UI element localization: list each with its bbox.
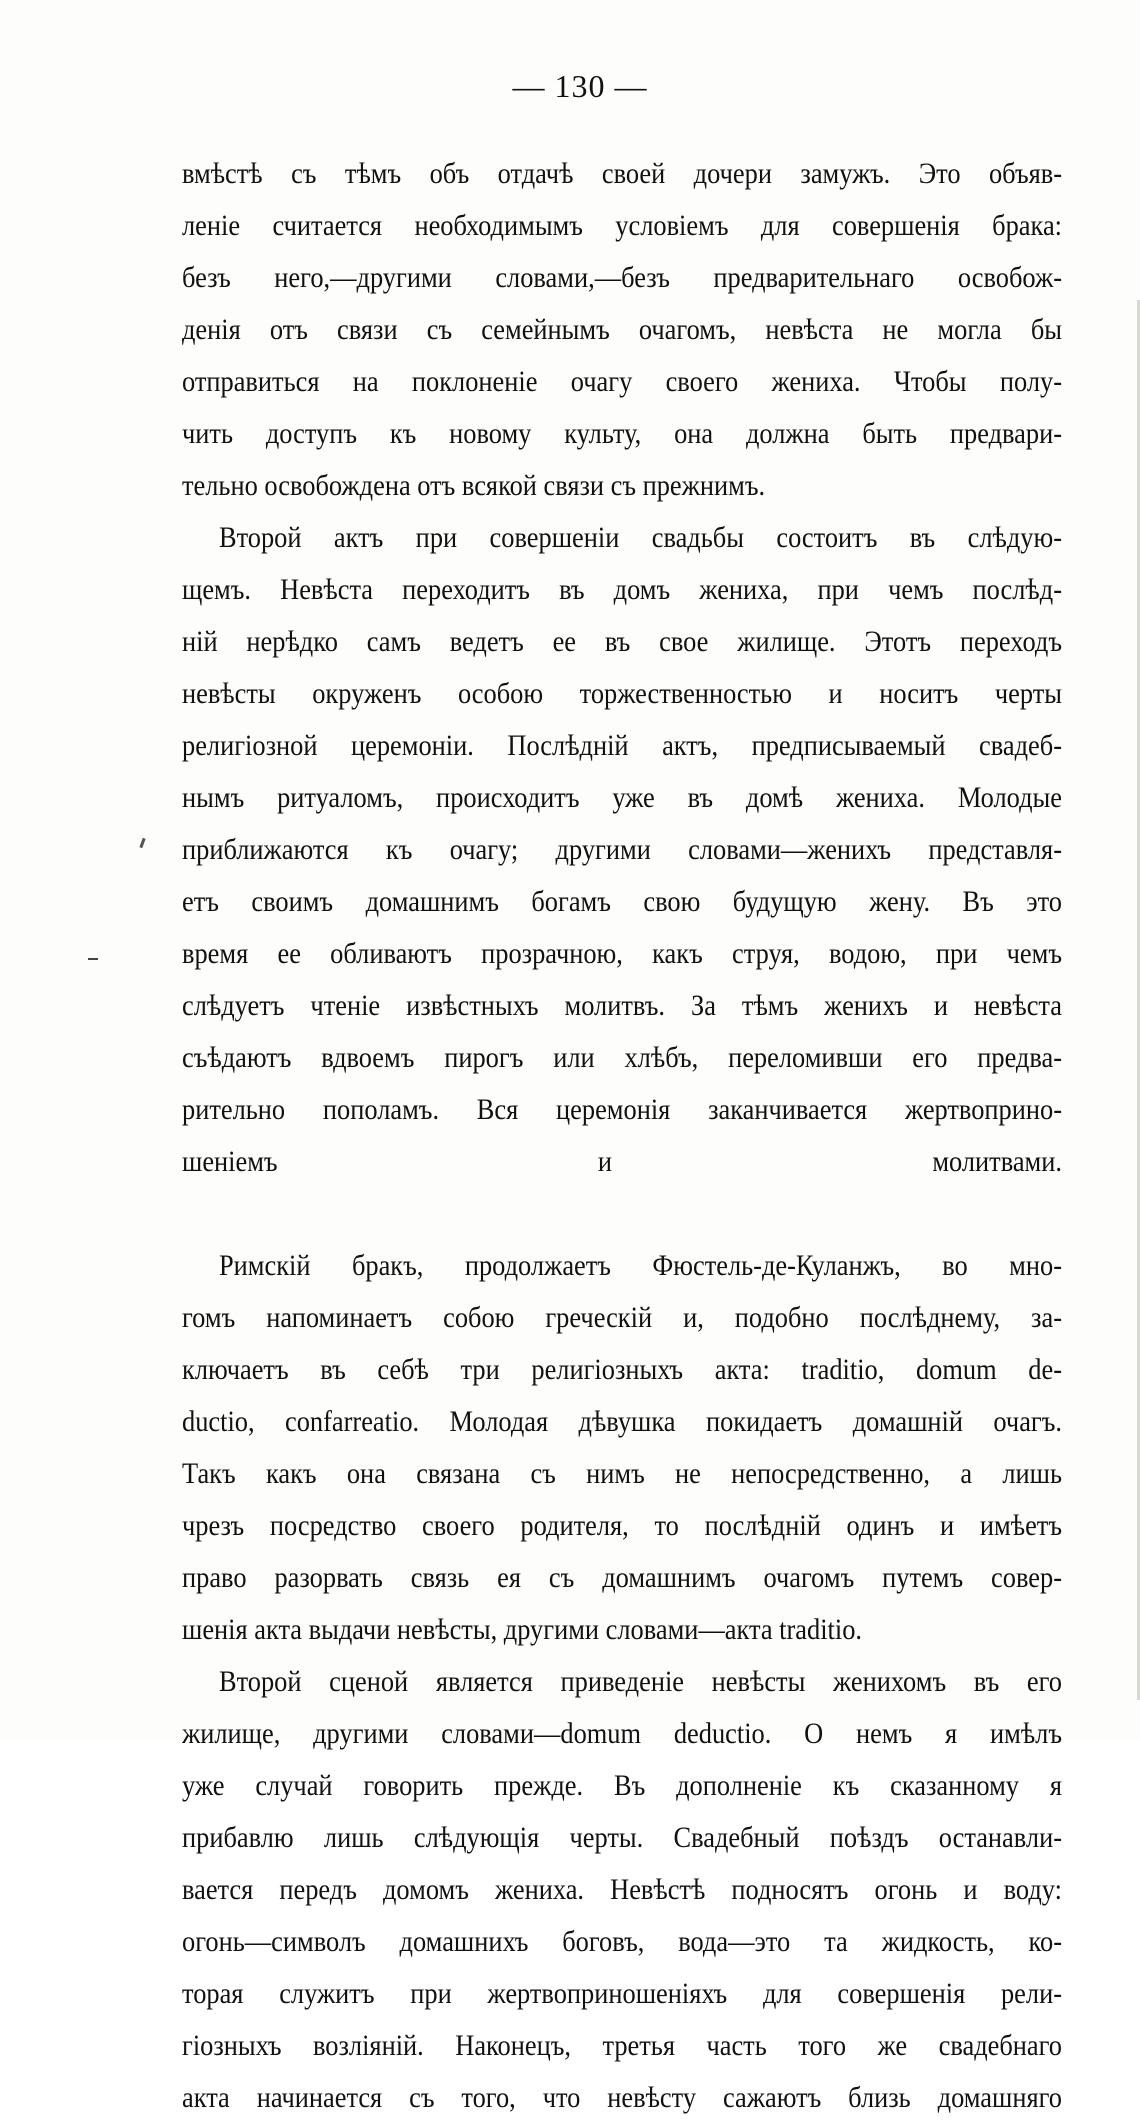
text-line: слѣдуетъ чтеніе извѣстныхъ молитвъ. За тѣмъ женихъ и невѣста (182, 989, 1062, 1022)
text-line: невѣсты окруженъ особою торжественностью и носитъ черты (182, 677, 1062, 710)
paragraph-1 (182, 148, 1062, 512)
text-line: религіозной церемоніи. Послѣдній актъ, предписываемый свадеб- (182, 729, 1062, 762)
text-line: Римскій бракъ, продолжаетъ Фюстель-де-Куланжъ, во мно- (218, 1249, 1062, 1282)
text-line: нымъ ритуаломъ, происходитъ уже въ домѣ жениха. Молодые (182, 781, 1062, 814)
text-line: леніе считается необходимымъ условіемъ для совершенія брака: (182, 209, 1062, 242)
text-line: съѣдаютъ вдвоемъ пирогъ или хлѣбъ, переломивши его предва- (182, 1041, 1062, 1074)
text-line (182, 1188, 1062, 1240)
text-line: Такъ какъ она связана съ нимъ не непосредственно, а лишь (182, 1457, 1062, 1490)
text-line: Второй сценой является приведеніе невѣсты женихомъ въ его (218, 1665, 1062, 1698)
page-number: — 130 — (512, 68, 648, 104)
text-line: ductio, confarreatio. Молодая дѣвушка покидаетъ домашній очагъ. (182, 1405, 1062, 1438)
text-line: уже случай говорить прежде. Въ дополненіе къ сказанному я (182, 1769, 1062, 1802)
text-line: шенія акта выдачи невѣсты, другими словами—акта traditio. (182, 1613, 863, 1646)
text-line: етъ своимъ домашнимъ богамъ свою будущую жену. Въ это (182, 885, 1062, 918)
text-line: отправиться на поклоненіе очагу своего жениха. Чтобы полу- (182, 365, 1062, 398)
text-line: рительно пополамъ. Вся церемонія заканчивается жертвоприно- (182, 1093, 1062, 1126)
text-line: вается передъ домомъ жениха. Невѣстѣ подносятъ огонь и воду: (182, 1873, 1062, 1906)
paragraph-2 (182, 512, 1062, 1240)
text-line: Второй актъ при совершеніи свадьбы состоитъ въ слѣдую- (218, 521, 1062, 554)
text-line: право разорвать связь ея съ домашнимъ очагомъ путемъ совер- (182, 1561, 1062, 1594)
text-line: акта начинается съ того, что невѣсту сажаютъ близь домашняго (182, 2081, 1062, 2114)
text-line: тельно освобождена отъ всякой связи съ прежнимъ. (182, 469, 766, 502)
text-line: время ее обливаютъ прозрачною, какъ струя, водою, при чемъ (182, 937, 1062, 970)
text-line: чить доступъ къ новому культу, она должна быть предвари- (182, 417, 1062, 450)
margin-mark (88, 958, 98, 960)
text-line: гіозныхъ возліяній. Наконецъ, третья часть того же свадебнаго (182, 2029, 1062, 2062)
text-line: чрезъ посредство своего родителя, то послѣдній одинъ и имѣетъ (182, 1509, 1062, 1542)
text-line: ключаетъ въ себѣ три религіозныхъ акта: traditio, domum de- (182, 1353, 1062, 1386)
text-line: жилище, другими словами—domum deductio. О немъ я имѣлъ (182, 1717, 1062, 1750)
text-line: денія отъ связи съ семейнымъ очагомъ, невѣста не могла бы (182, 313, 1062, 346)
margin-tick (139, 838, 145, 848)
text-line: торая служитъ при жертвоприношеніяхъ для совершенія рели- (182, 1977, 1062, 2010)
text-line: приближаются къ очагу; другими словами—женихъ представля- (182, 833, 1062, 866)
text-line: огонь—символъ домашнихъ боговъ, вода—это та жидкость, ко- (182, 1925, 1062, 1958)
paragraph-4 (182, 1656, 1062, 2124)
paragraph-3 (182, 1240, 1062, 1656)
text-line: прибавлю лишь слѣдующія черты. Свадебный поѣздъ останавли- (182, 1821, 1062, 1854)
text-line: вмѣстѣ съ тѣмъ объ отдачѣ своей дочери замужъ. Это объяв- (182, 157, 1062, 190)
text-line: щемъ. Невѣста переходитъ въ домъ жениха, при чемъ послѣд- (182, 573, 1062, 606)
text-line: безъ него,—другими словами,—безъ предварительнаго освобож- (182, 261, 1062, 294)
text-line: шеніемъ и молитвами. (182, 1145, 1062, 1178)
text-line: ній нерѣдко самъ ведетъ ее въ свое жилище. Этотъ переходъ (182, 625, 1062, 658)
body-text (182, 148, 1062, 2124)
text-line: гомъ напоминаетъ собою греческій и, подобно послѣднему, за- (182, 1301, 1062, 1334)
